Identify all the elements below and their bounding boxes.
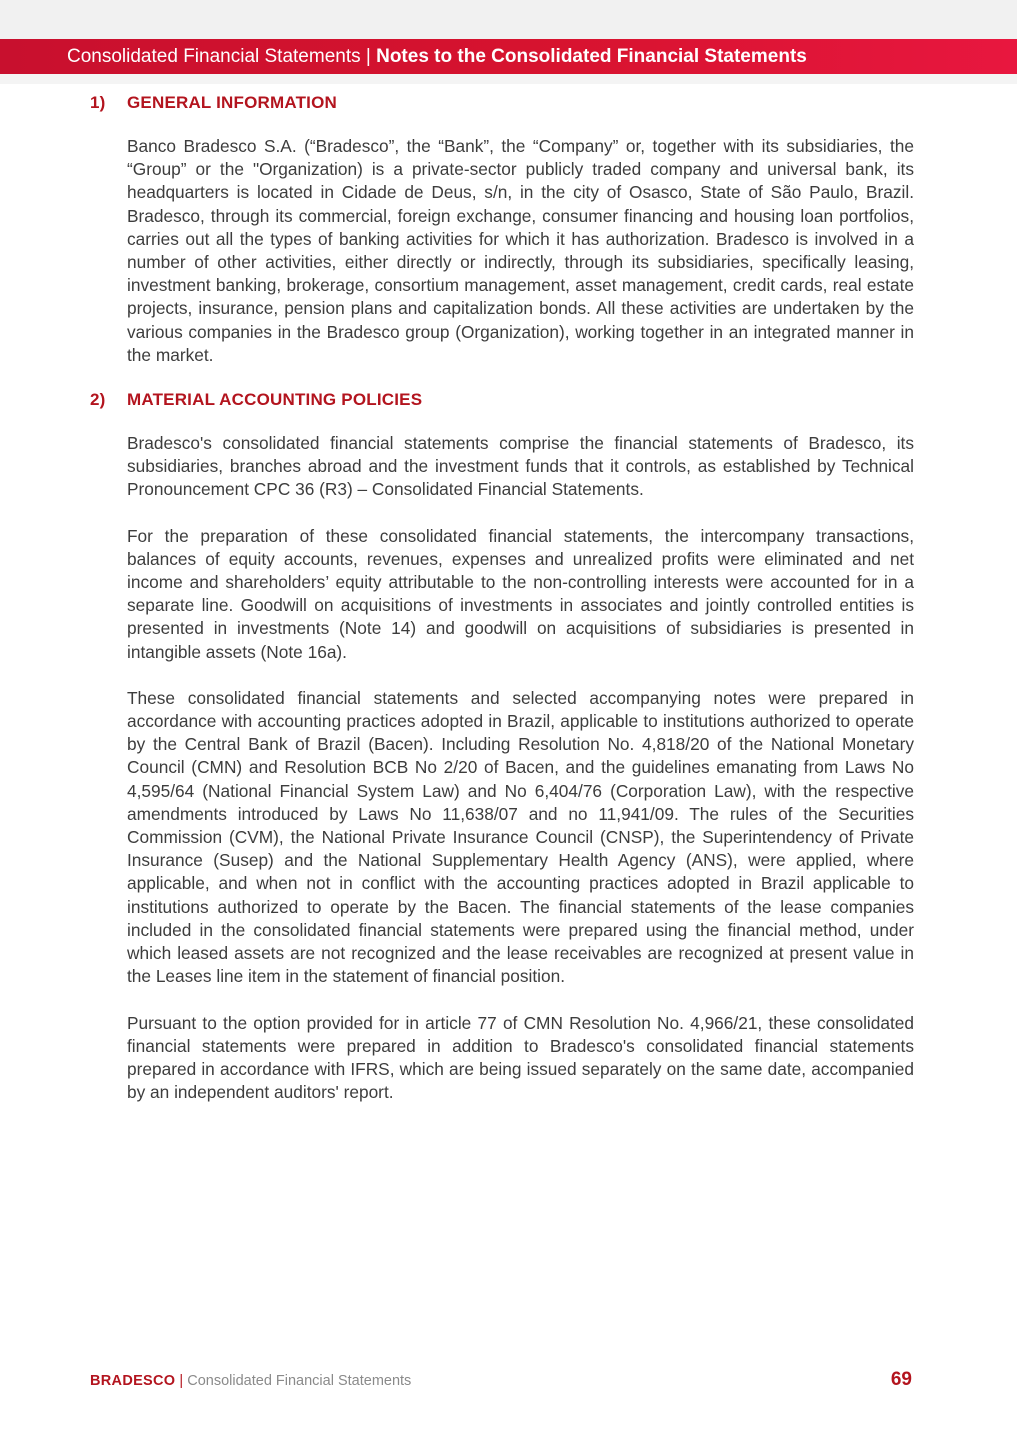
header-section-label: Consolidated Financial Statements | [67,46,371,67]
header-title: Notes to the Consolidated Financial Statements [376,46,807,67]
footer-document-title: Consolidated Financial Statements [187,1373,412,1389]
paragraph: Banco Bradesco S.A. (“Bradesco”, the “Bank”, the “Company” or, together with its subsidiaries, the “Group” or the "Organization) is a private-sector publicly traded company and universal bank, its headquarters is located in Cidade de Deus, s/n, in the city of Osasco, State of São Paulo, Brazil. Bradesco, through its commercial, foreign exchange, consumer financing and housing loan portfolios, carries out all the types of banking activities for which it has authorization. Bradesco is involved in a number of other activities, either directly or indirectly, through its subsidiaries, specifically leasing, investment banking, brokerage, consortium management, asset management, credit cards, real estate projects, insurance, pension plans and capitalization bonds. All these activities are undertaken by the various companies in the Bradesco group (Organization), working together in an integrated manner in the market. [127,136,914,365]
page-number: 69 [890,1369,912,1390]
paragraph: Pursuant to the option provided for in article 77 of CMN Resolution No. 4,966/21, these consolidated financial statements were prepared in addition to Bradesco's consolidated financial statements prepared in accordance with IFRS, which are being issued separately on the same date, accompanied by an independent auditors' report. [127,1012,914,1103]
footer-brand: BRADESCO [90,1373,176,1389]
section-number: 1) [90,93,106,112]
footer-separator: | [179,1373,184,1389]
header-bar [0,39,1017,74]
section-heading-material-accounting-policies [90,388,915,412]
paragraph: Bradesco's consolidated financial statements comprise the financial statements of Bradesco, its subsidiaries, branches abroad and the investment funds that it controls, as established by Technical Pronouncement CPC 36 (R3) – Consolidated Financial Statements. [127,433,914,500]
footer [90,1371,411,1391]
paragraph: These consolidated financial statements and selected accompanying notes were prepared in accordance with accounting practices adopted in Brazil, applicable to institutions authorized to operate by the Central Bank of Brazil (Bacen). Including Resolution No. 4,818/20 of the National Monetary Council (CMN) and Resolution BCB No 2/20 of Bacen, and the guidelines emanating from Laws No 4,595/64 (National Financial System Law) and No 6,404/76 (Corporation Law), with the respective amendments introduced by Laws No 11,638/07 and no 11,941/09. The rules of the Securities Commission (CVM), the National Private Insurance Council (CNSP), the Superintendency of Private Insurance (Susep) and the National Supplementary Health Agency (ANS), were applied, where applicable, and when not in conflict with the accounting practices adopted in Brazil applicable to institutions authorized to operate by the Bacen. The financial statements of the lease companies included in the consolidated financial statements were prepared using the financial method, under which leased assets are not recognized and the lease receivables are recognized at present value in the Leases line item in the statement of financial position. [127,687,914,987]
section-title: GENERAL INFORMATION [127,93,337,112]
paragraph: For the preparation of these consolidated financial statements, the intercompany transactions, balances of equity accounts, revenues, expenses and unrealized profits were eliminated and net income and shareholders’ equity attributable to the non-controlling interests were accounted for in a separate line. Goodwill on acquisitions of investments in associates and jointly controlled entities is presented in investments (Note 14) and goodwill on acquisitions of subsidiaries is presented in intangible assets (Note 16a). [127,525,914,662]
page-content [90,91,915,1104]
header-underline [0,74,1017,84]
section-heading-general-information [90,91,915,115]
section-number: 2) [90,390,106,410]
top-margin-strip [0,0,1017,39]
section-title: MATERIAL ACCOUNTING POLICIES [127,390,423,410]
